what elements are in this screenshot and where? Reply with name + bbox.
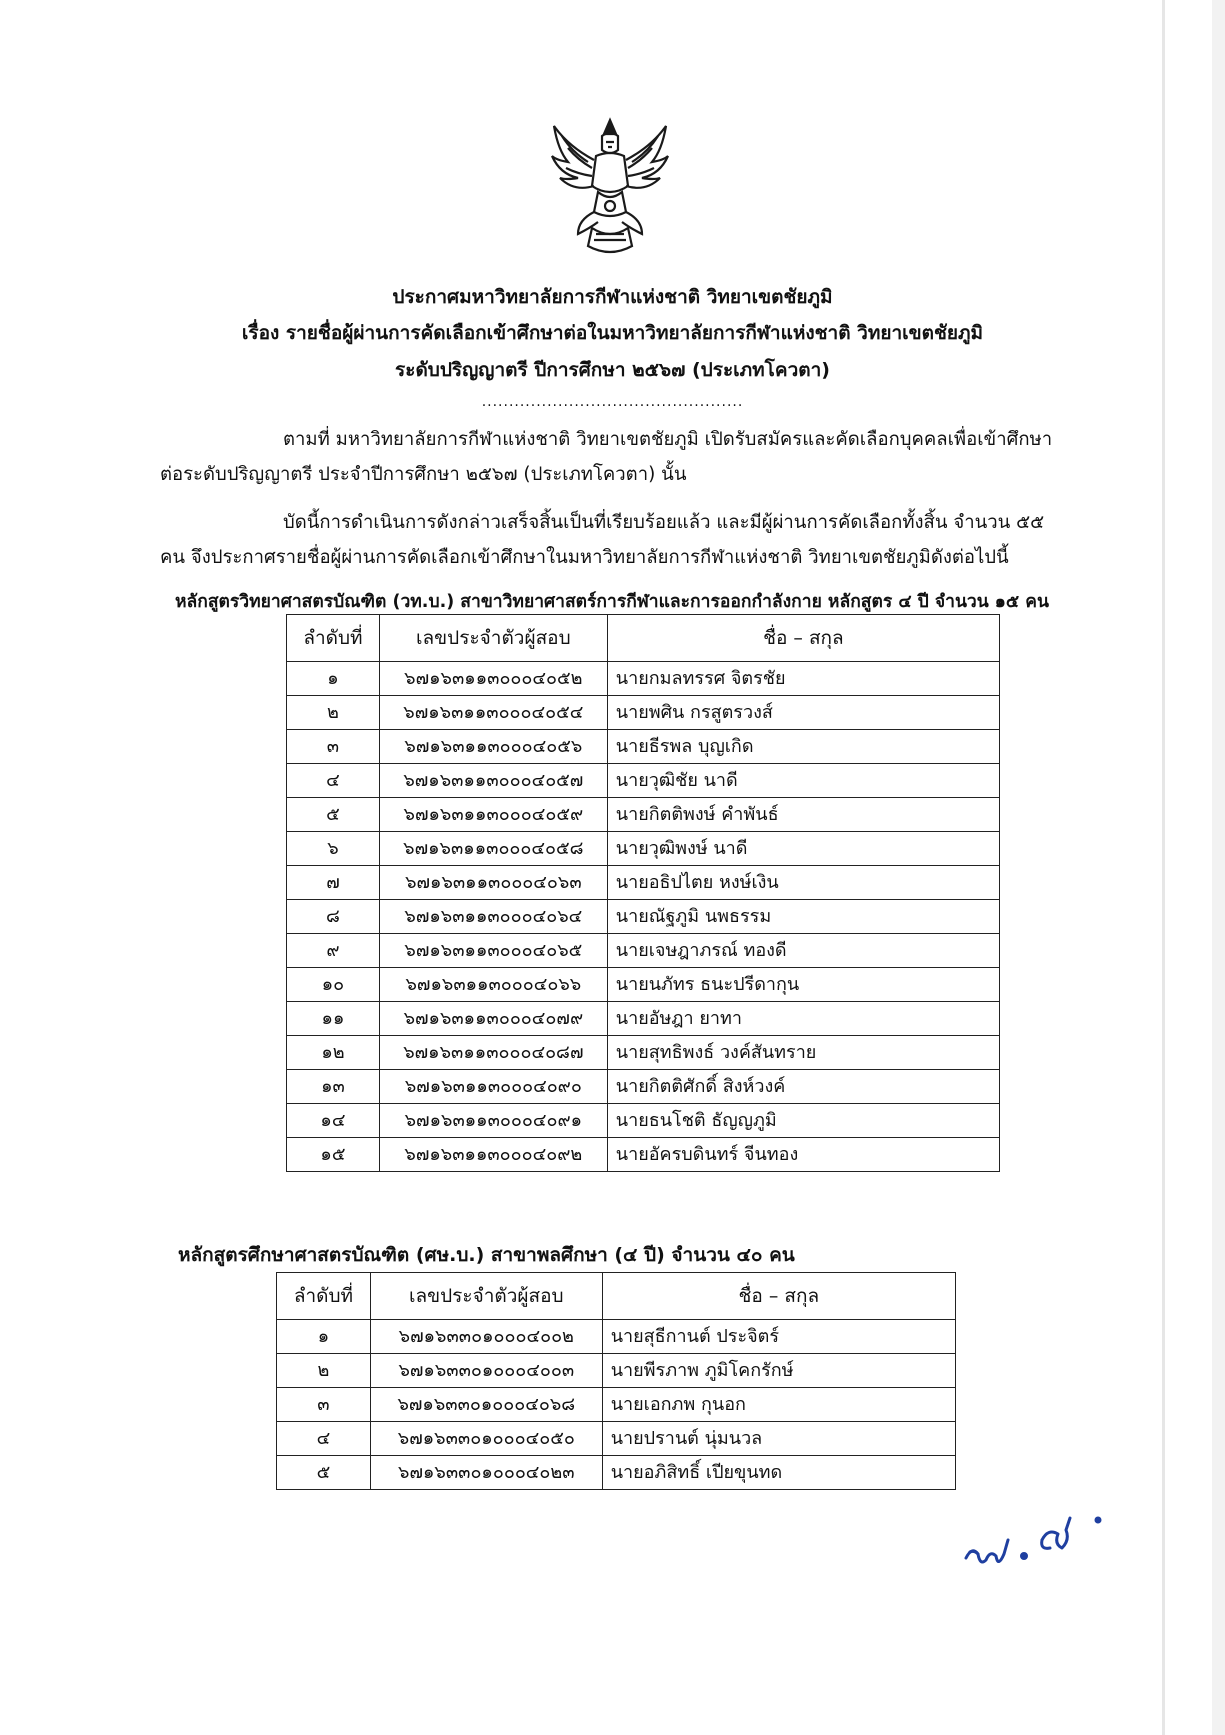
name-cell: นายอภิสิทธิ์ เปียขุนทด xyxy=(602,1456,955,1490)
exam-id-cell: ๖๗๑๖๓๓๐๑๐๐๐๔๐๐๓ xyxy=(370,1354,602,1388)
table-row xyxy=(287,1070,1000,1104)
table-row xyxy=(287,1138,1000,1172)
name-cell: นายนภัทร ธนะปรีดากุน xyxy=(607,968,999,1002)
column-header-order: ลำดับที่ xyxy=(277,1273,371,1320)
paragraph-1-line-1: ตามที่ มหาวิทยาลัยการกีฬาแห่งชาติ วิทยาเขตชัยภูมิ เปิดรับสมัครและคัดเลือกบุคคลเพื่อเข้าศึกษา xyxy=(283,429,1053,450)
table-row xyxy=(277,1354,956,1388)
exam-id-cell: ๖๗๑๖๓๑๑๓๐๐๐๔๐๕๒ xyxy=(379,662,607,696)
order-cell: ๖ xyxy=(287,832,380,866)
name-cell: นายกมลทรรศ จิตรชัย xyxy=(607,662,999,696)
name-cell: นายปรานต์ นุ่มนวล xyxy=(602,1422,955,1456)
column-header-name: ชื่อ – สกุล xyxy=(602,1273,955,1320)
exam-id-cell: ๖๗๑๖๓๑๑๓๐๐๐๔๐๙๑ xyxy=(379,1104,607,1138)
exam-id-cell: ๖๗๑๖๓๑๑๓๐๐๐๔๐๗๙ xyxy=(379,1002,607,1036)
exam-id-cell: ๖๗๑๖๓๓๐๑๐๐๐๔๐๒๓ xyxy=(370,1456,602,1490)
name-cell: นายณัฐภูมิ นพธรรม xyxy=(607,900,999,934)
table-row xyxy=(287,900,1000,934)
name-cell: นายอัษฎา ยาทา xyxy=(607,1002,999,1036)
order-cell: ๓ xyxy=(287,730,380,764)
paragraph-2-line-2: คน จึงประกาศรายชื่อผู้ผ่านการคัดเลือกเข้าศึกษาในมหาวิทยาลัยการกีฬาแห่งชาติ วิทยาเขตชัยภูมิดังต่อไปนี้ xyxy=(160,547,1009,568)
table-row xyxy=(277,1456,956,1490)
table-row xyxy=(287,1104,1000,1138)
name-cell: นายวุฒิพงษ์ นาดี xyxy=(607,832,999,866)
section-1-table xyxy=(286,614,1000,1172)
table-row xyxy=(287,662,1000,696)
exam-id-cell: ๖๗๑๖๓๑๑๓๐๐๐๔๐๖๔ xyxy=(379,900,607,934)
order-cell: ๘ xyxy=(287,900,380,934)
table-row xyxy=(287,934,1000,968)
exam-id-cell: ๖๗๑๖๓๑๑๓๐๐๐๔๐๕๖ xyxy=(379,730,607,764)
paragraph-1-line-2: ต่อระดับปริญญาตรี ประจำปีการศึกษา ๒๕๖๗ (ประเภทโควตา) นั้น xyxy=(160,464,687,485)
exam-id-cell: ๖๗๑๖๓๑๑๓๐๐๐๔๐๖๖ xyxy=(379,968,607,1002)
exam-id-cell: ๖๗๑๖๓๓๐๑๐๐๐๔๐๐๒ xyxy=(370,1320,602,1354)
announcement-subject: เรื่อง รายชื่อผู้ผ่านการคัดเลือกเข้าศึกษาต่อในมหาวิทยาลัยการกีฬาแห่งชาติ วิทยาเขตชัยภูมิ xyxy=(241,322,984,344)
name-cell: นายกิตติศักดิ์ สิงห์วงค์ xyxy=(607,1070,999,1104)
table-row xyxy=(287,968,1000,1002)
exam-id-cell: ๖๗๑๖๓๑๑๓๐๐๐๔๐๕๙ xyxy=(379,798,607,832)
order-cell: ๒ xyxy=(277,1354,371,1388)
table-row xyxy=(277,1388,956,1422)
paragraph-2-line-1: บัดนี้การดำเนินการดังกล่าวเสร็จสิ้นเป็นที่เรียบร้อยแล้ว และมีผู้ผ่านการคัดเลือกทั้งสิ้น จำนวน ๕๕ xyxy=(283,512,1045,533)
handwritten-initials-signature xyxy=(958,1510,1108,1580)
name-cell: นายพีรภาพ ภูมิโคกรักษ์ xyxy=(602,1354,955,1388)
table-row xyxy=(287,764,1000,798)
order-cell: ๔ xyxy=(277,1422,371,1456)
exam-id-cell: ๖๗๑๖๓๑๑๓๐๐๐๔๐๖๕ xyxy=(379,934,607,968)
table-row xyxy=(287,798,1000,832)
name-cell: นายสุทธิพงธ์ วงค์สันทราย xyxy=(607,1036,999,1070)
table-row xyxy=(277,1422,956,1456)
announcement-level: ระดับปริญญาตรี ปีการศึกษา ๒๕๖๗ (ประเภทโควตา) xyxy=(395,359,830,381)
table-row xyxy=(287,730,1000,764)
order-cell: ๑ xyxy=(277,1320,371,1354)
section-1-title: หลักสูตรวิทยาศาสตรบัณฑิต (วท.บ.) สาขาวิทยาศาสตร์การกีฬาและการออกกำลังกาย หลักสูตร ๔ ปี จำนวน ๑๕ คน xyxy=(175,592,1049,612)
exam-id-cell: ๖๗๑๖๓๑๑๓๐๐๐๔๐๘๗ xyxy=(379,1036,607,1070)
order-cell: ๓ xyxy=(277,1388,371,1422)
section-2-table xyxy=(276,1272,956,1490)
name-cell: นายธนโชติ ธัญญภูมิ xyxy=(607,1104,999,1138)
garuda-emblem-icon xyxy=(548,116,673,259)
name-cell: นายอธิปไตย หงษ์เงิน xyxy=(607,866,999,900)
column-header-exam-id: เลขประจำตัวผู้สอบ xyxy=(379,615,607,662)
order-cell: ๕ xyxy=(287,798,380,832)
order-cell: ๗ xyxy=(287,866,380,900)
table-row xyxy=(287,696,1000,730)
name-cell: นายเจษฎาภรณ์ ทองดี xyxy=(607,934,999,968)
name-cell: นายอัครบดินทร์ จีนทอง xyxy=(607,1138,999,1172)
order-cell: ๑ xyxy=(287,662,380,696)
order-cell: ๑๑ xyxy=(287,1002,380,1036)
table-row xyxy=(287,1002,1000,1036)
section-2-title: หลักสูตรศึกษาศาสตรบัณฑิต (ศษ.บ.) สาขาพลศึกษา (๔ ปี) จำนวน ๔๐ คน xyxy=(178,1244,795,1266)
order-cell: ๔ xyxy=(287,764,380,798)
name-cell: นายเอกภพ กุนอก xyxy=(602,1388,955,1422)
name-cell: นายธีรพล บุญเกิด xyxy=(607,730,999,764)
announcement-title: ประกาศมหาวิทยาลัยการกีฬาแห่งชาติ วิทยาเขตชัยภูมิ xyxy=(392,286,833,308)
exam-id-cell: ๖๗๑๖๓๑๑๓๐๐๐๔๐๙๒ xyxy=(379,1138,607,1172)
column-header-name: ชื่อ – สกุล xyxy=(607,615,999,662)
exam-id-cell: ๖๗๑๖๓๑๑๓๐๐๐๔๐๕๗ xyxy=(379,764,607,798)
order-cell: ๕ xyxy=(277,1456,371,1490)
name-cell: นายกิตติพงษ์ คำพันธ์ xyxy=(607,798,999,832)
table-header-row xyxy=(277,1273,956,1320)
name-cell: นายสุธีกานต์ ประจิตร์ xyxy=(602,1320,955,1354)
name-cell: นายวุฒิชัย นาดี xyxy=(607,764,999,798)
table-header-row xyxy=(287,615,1000,662)
exam-id-cell: ๖๗๑๖๓๑๑๓๐๐๐๔๐๙๐ xyxy=(379,1070,607,1104)
column-header-exam-id: เลขประจำตัวผู้สอบ xyxy=(370,1273,602,1320)
order-cell: ๑๐ xyxy=(287,968,380,1002)
separator: ................................................ xyxy=(481,394,744,410)
table-row xyxy=(287,866,1000,900)
column-header-order: ลำดับที่ xyxy=(287,615,380,662)
table-row xyxy=(287,1036,1000,1070)
page-edge xyxy=(1162,0,1165,1735)
exam-id-cell: ๖๗๑๖๓๑๑๓๐๐๐๔๐๖๓ xyxy=(379,866,607,900)
order-cell: ๑๕ xyxy=(287,1138,380,1172)
exam-id-cell: ๖๗๑๖๓๑๑๓๐๐๐๔๐๕๘ xyxy=(379,832,607,866)
order-cell: ๙ xyxy=(287,934,380,968)
table-row xyxy=(277,1320,956,1354)
order-cell: ๑๒ xyxy=(287,1036,380,1070)
order-cell: ๑๓ xyxy=(287,1070,380,1104)
exam-id-cell: ๖๗๑๖๓๓๐๑๐๐๐๔๐๖๘ xyxy=(370,1388,602,1422)
page-edge-shadow xyxy=(1212,0,1225,1735)
table-row xyxy=(287,832,1000,866)
order-cell: ๒ xyxy=(287,696,380,730)
name-cell: นายพศิน กรสูตรวงส์ xyxy=(607,696,999,730)
exam-id-cell: ๖๗๑๖๓๑๑๓๐๐๐๔๐๕๔ xyxy=(379,696,607,730)
exam-id-cell: ๖๗๑๖๓๓๐๑๐๐๐๔๐๕๐ xyxy=(370,1422,602,1456)
order-cell: ๑๔ xyxy=(287,1104,380,1138)
